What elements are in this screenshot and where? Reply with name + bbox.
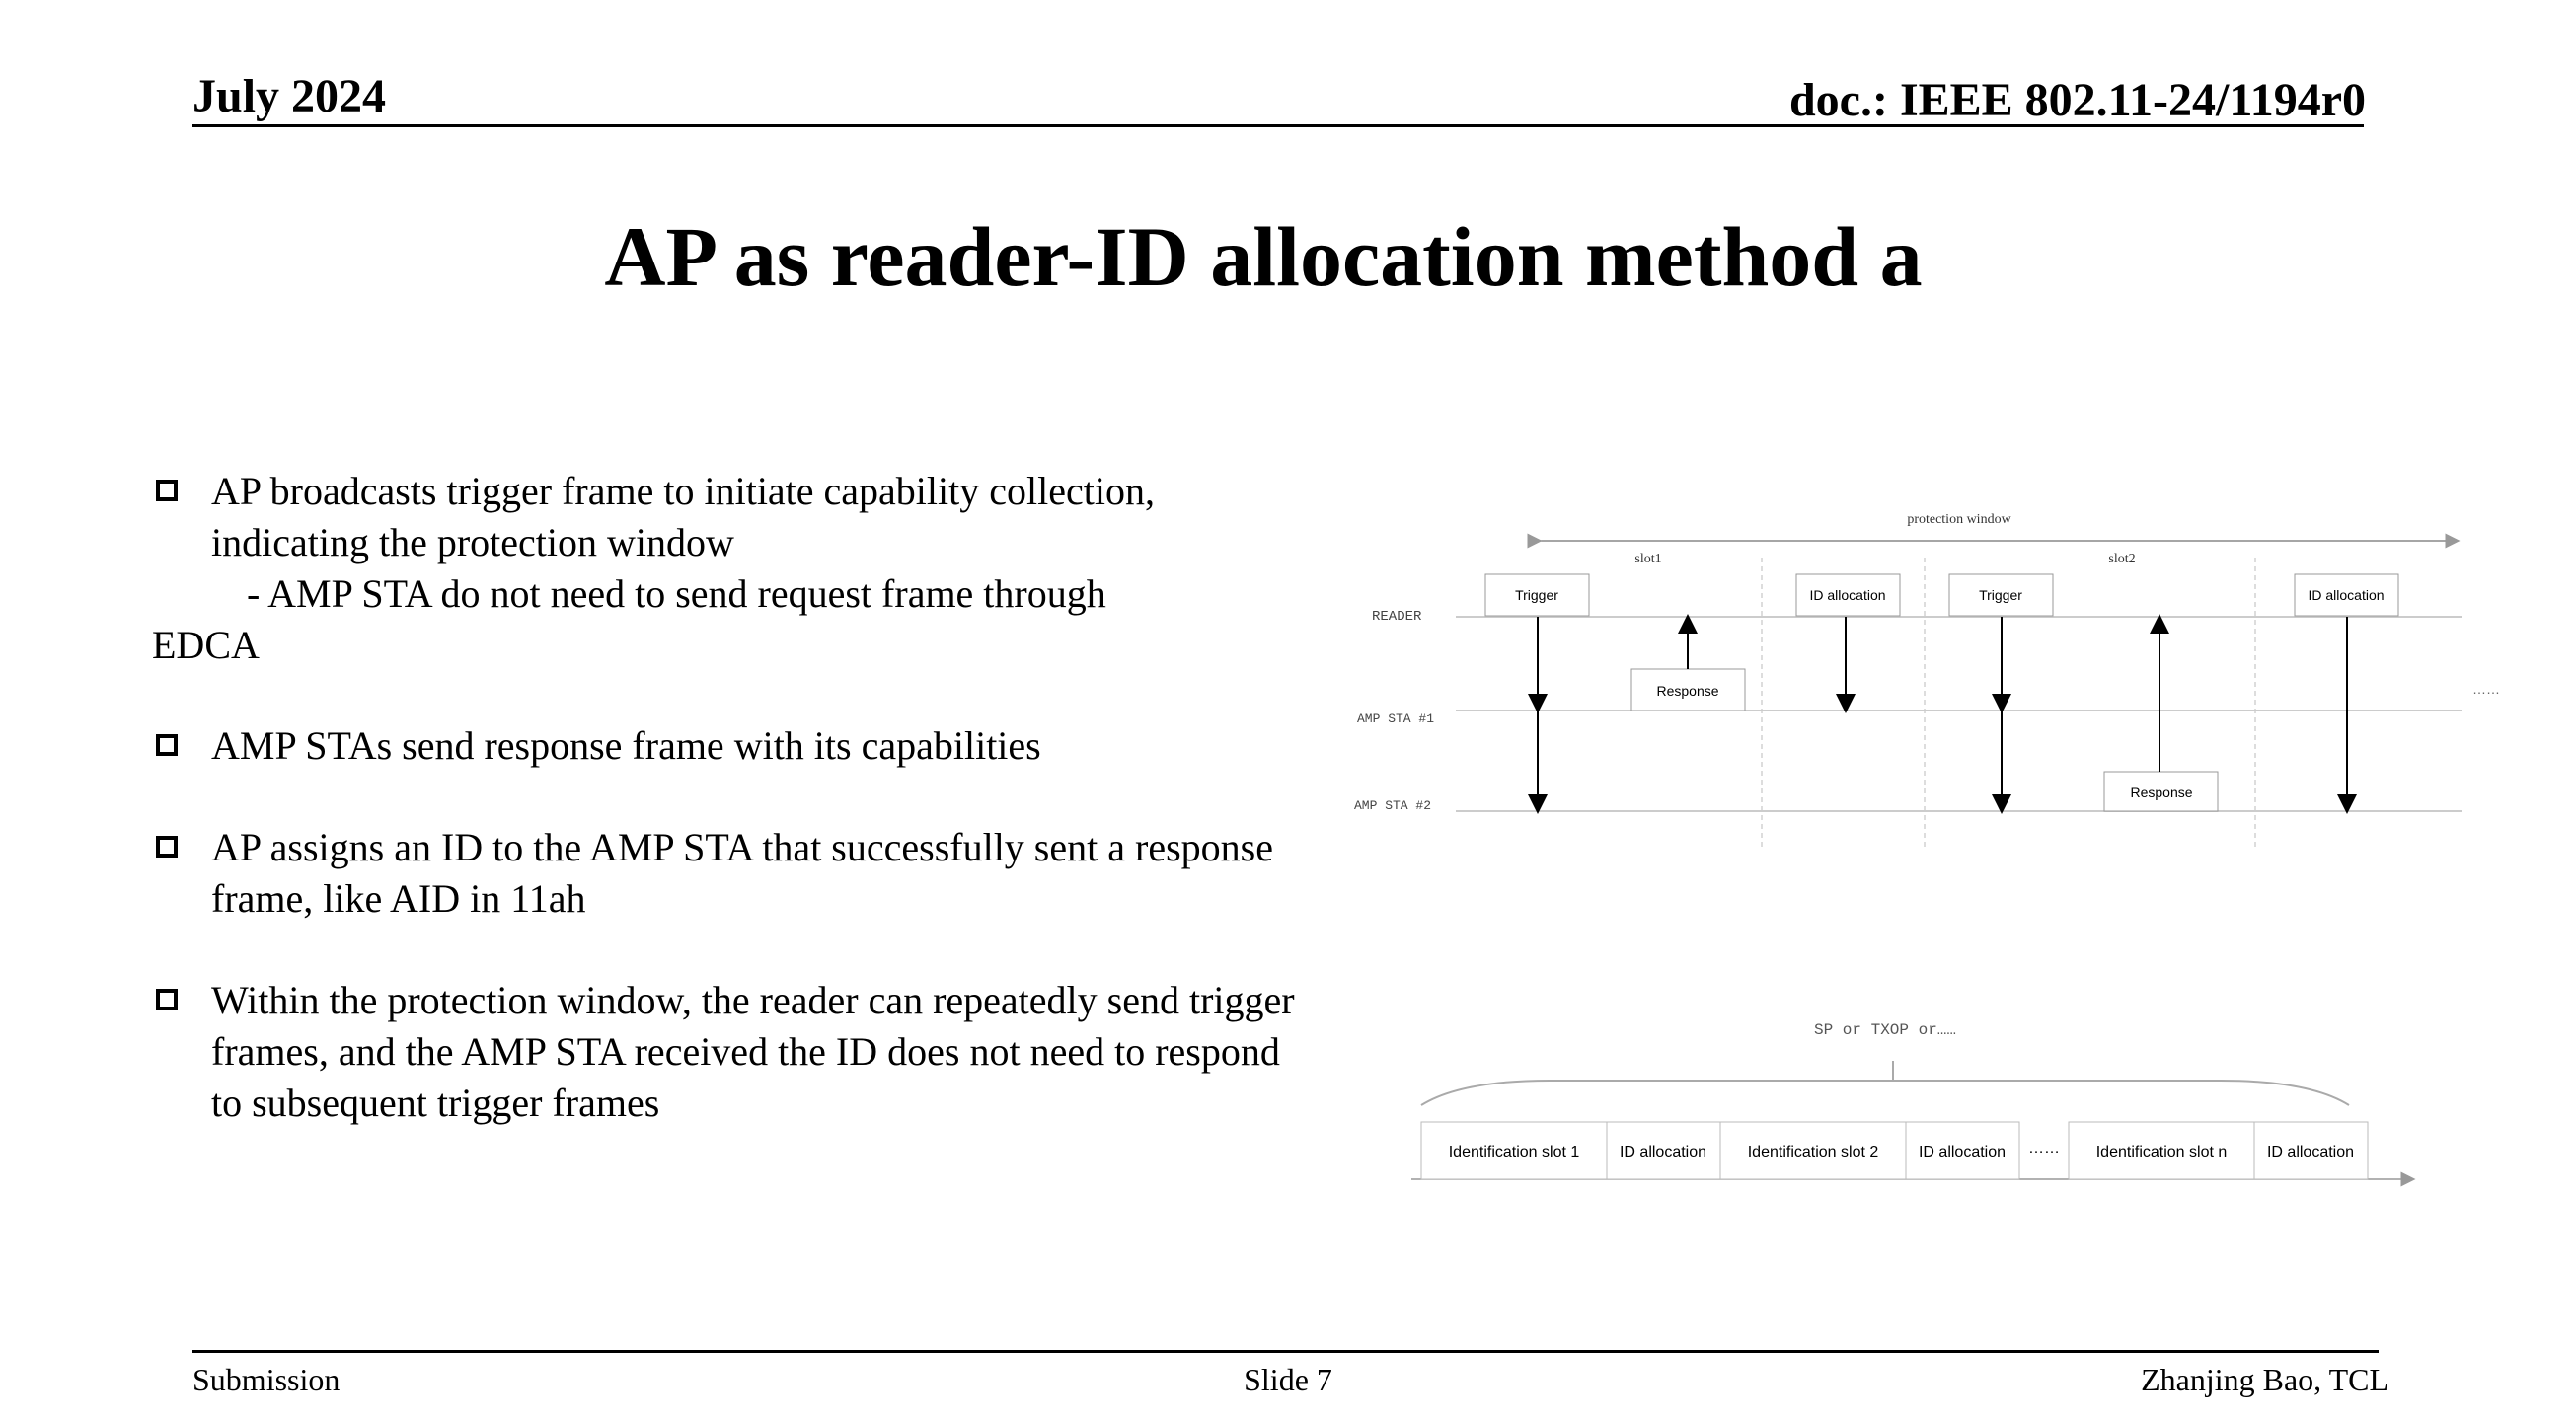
row-label-sta2: AMP STA #2 bbox=[1354, 798, 1432, 813]
cell-label: Identification slot 2 bbox=[1747, 1144, 1879, 1160]
row-label-sta1: AMP STA #1 bbox=[1357, 711, 1435, 726]
cell-label: ID allocation bbox=[2266, 1144, 2355, 1160]
bullet-text: AP assigns an ID to the AMP STA that successfully sent a response frame, like AID in 11ah bbox=[211, 825, 1273, 921]
header-date: July 2024 bbox=[192, 70, 387, 122]
cell-label: Identification slot 1 bbox=[1448, 1144, 1580, 1160]
square-bullet-icon bbox=[156, 836, 178, 858]
trigger-label: Trigger bbox=[1515, 587, 1558, 603]
bullet-text: Within the protection window, the reader can repeatedly send trigger frames, and the AMP STA received the ID does not need to respond to subsequent trigger frames bbox=[211, 978, 1295, 1125]
id-allocation-label: ID allocation bbox=[2308, 587, 2385, 603]
brace-label: SP or TXOP or…… bbox=[1813, 1021, 1957, 1039]
slide-title: AP as reader-ID allocation method a bbox=[604, 209, 1923, 304]
bullet-item bbox=[152, 466, 1301, 671]
response-label: Response bbox=[2130, 785, 2193, 800]
bullet-item bbox=[156, 822, 1301, 925]
footer-author: Zhanjing Bao, TCL bbox=[2141, 1362, 2388, 1397]
protocol-sequence-diagram bbox=[1354, 512, 2500, 849]
continuation-ellipsis: …… bbox=[2472, 681, 2500, 697]
bullet-text: AP broadcasts trigger frame to initiate capability collection, indicating the protection window bbox=[211, 469, 1155, 564]
cell-label: ID allocation bbox=[1619, 1144, 1707, 1160]
square-bullet-icon bbox=[156, 989, 178, 1010]
slot-sequence-diagram bbox=[1411, 1021, 2408, 1179]
bullet-item bbox=[156, 975, 1301, 1129]
cell-ellipsis: …… bbox=[2028, 1140, 2060, 1157]
protection-window-label: protection window bbox=[1907, 512, 2011, 527]
bullet-continuation: EDCA bbox=[152, 623, 260, 667]
footer-submission: Submission bbox=[192, 1362, 341, 1397]
timing-diagrams bbox=[1332, 493, 2500, 1204]
response-label: Response bbox=[1656, 683, 1719, 699]
slot1-label: slot1 bbox=[1634, 552, 1662, 566]
header-rule bbox=[192, 124, 2364, 127]
cell-label: ID allocation bbox=[1918, 1144, 2007, 1160]
footer-rule bbox=[192, 1350, 2379, 1353]
id-allocation-label: ID allocation bbox=[1809, 587, 1886, 603]
span-brace bbox=[1421, 1081, 2349, 1105]
footer-slide-number: Slide 7 bbox=[1244, 1362, 1332, 1397]
cell-label: Identification slot n bbox=[2095, 1144, 2228, 1160]
bullet-item bbox=[156, 720, 1301, 772]
header-doc-id: doc.: IEEE 802.11-24/1194r0 bbox=[1788, 74, 2366, 126]
trigger-label: Trigger bbox=[1979, 587, 2022, 603]
slot2-label: slot2 bbox=[2108, 552, 2136, 566]
bullet-subtext: - AMP STA do not need to send request frame through bbox=[247, 571, 1106, 616]
square-bullet-icon bbox=[156, 480, 178, 501]
row-label-reader: READER bbox=[1372, 609, 1422, 625]
square-bullet-icon bbox=[156, 734, 178, 756]
bullet-text: AMP STAs send response frame with its capabilities bbox=[211, 723, 1041, 768]
